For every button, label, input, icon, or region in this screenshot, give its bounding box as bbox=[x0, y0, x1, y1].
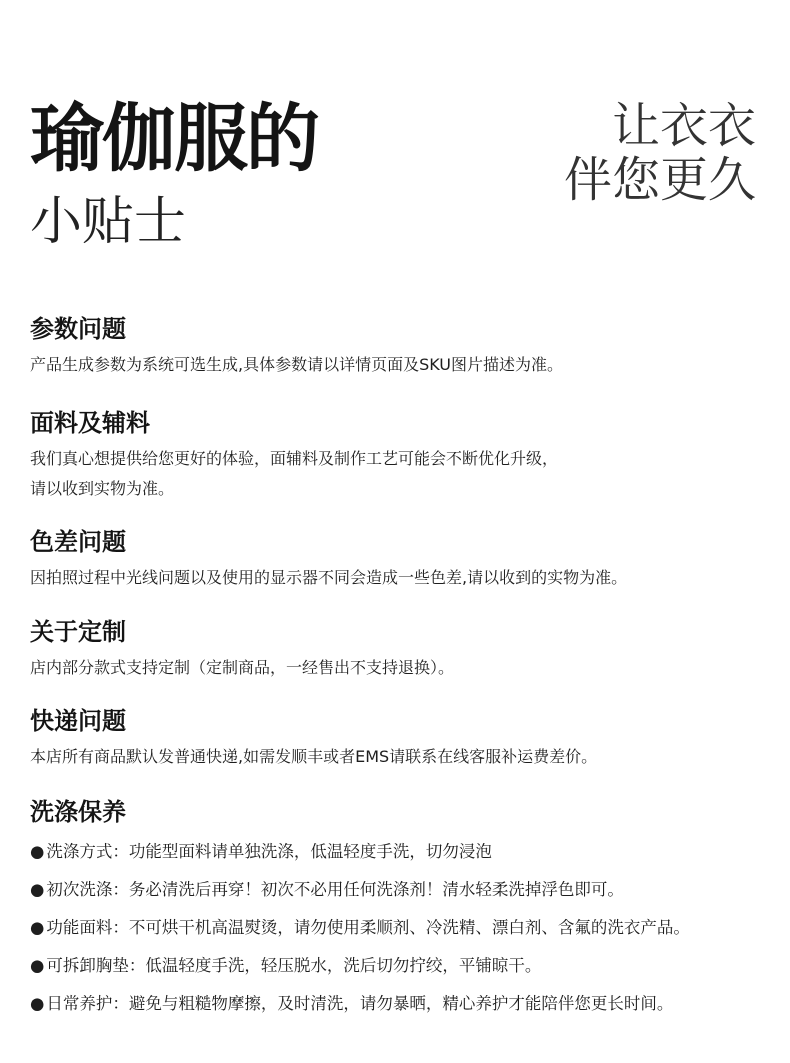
care-item-text: 初次洗涤：务必清洗后再穿！初次不必用任何洗涤剂！清水轻柔洗掉浮色即可。 bbox=[46, 880, 624, 899]
section-parameters bbox=[30, 314, 760, 380]
slogan-line-1: 让衣衣 bbox=[611, 98, 756, 154]
bullet-icon: ● bbox=[30, 918, 45, 937]
page-subtitle: 小贴士 bbox=[30, 192, 187, 252]
section-text: 产品生成参数为系统可选生成,具体参数请以详情页面及SKU图片描述为准。 bbox=[30, 355, 564, 374]
care-item-text: 日常养护：避免与粗糙物摩擦，及时清洗，请勿暴晒，精心养护才能陪伴您更长时间。 bbox=[46, 994, 674, 1013]
section-text: 店内部分款式支持定制（定制商品，一经售出不支持退换）。 bbox=[30, 658, 455, 677]
care-list bbox=[30, 833, 760, 1023]
list-item bbox=[30, 947, 760, 985]
section-care bbox=[30, 797, 760, 1023]
section-heading: 关于定制 bbox=[30, 618, 126, 646]
section-customization bbox=[30, 617, 760, 683]
bullet-icon: ● bbox=[30, 956, 45, 975]
page-title: 瑜伽服的 bbox=[30, 96, 318, 182]
section-fabric bbox=[30, 408, 760, 504]
slogan-line-2: 伴您更久 bbox=[563, 151, 756, 208]
section-shipping bbox=[30, 706, 760, 772]
section-heading: 快递问题 bbox=[30, 707, 126, 735]
section-text: 我们真心想提供给您更好的体验，面辅料及制作工艺可能会不断优化升级， bbox=[30, 449, 559, 468]
list-item bbox=[30, 871, 760, 909]
care-item-text: 可拆卸胸垫：低温轻度手洗，轻压脱水，洗后切勿拧绞，平铺晾干。 bbox=[46, 956, 542, 975]
bullet-icon: ● bbox=[30, 880, 45, 899]
care-item-text: 洗涤方式：功能型面料请单独洗涤，低温轻度手洗，切勿浸泡 bbox=[46, 842, 492, 861]
care-item-text: 功能面料：不可烘干机高温熨烫，请勿使用柔顺剂、冷洗精、漂白剂、含氟的洗衣产品。 bbox=[46, 918, 690, 937]
section-text: 因拍照过程中光线问题以及使用的显示器不同会造成一些色差,请以收到的实物为准。 bbox=[30, 568, 628, 587]
section-color-difference bbox=[30, 527, 760, 593]
section-text: 请以收到实物为准。 bbox=[30, 479, 175, 498]
bullet-icon: ● bbox=[30, 842, 45, 861]
slogan bbox=[564, 100, 756, 208]
section-heading: 参数问题 bbox=[30, 315, 126, 343]
bullet-icon: ● bbox=[30, 994, 45, 1013]
list-item bbox=[30, 985, 760, 1023]
section-text: 本店所有商品默认发普通快递,如需发顺丰或者EMS请联系在线客服补运费差价。 bbox=[30, 747, 598, 766]
list-item bbox=[30, 909, 760, 947]
section-heading: 面料及辅料 bbox=[30, 409, 150, 437]
section-heading: 色差问题 bbox=[30, 528, 126, 556]
section-heading: 洗涤保养 bbox=[30, 798, 126, 826]
list-item bbox=[30, 833, 760, 871]
